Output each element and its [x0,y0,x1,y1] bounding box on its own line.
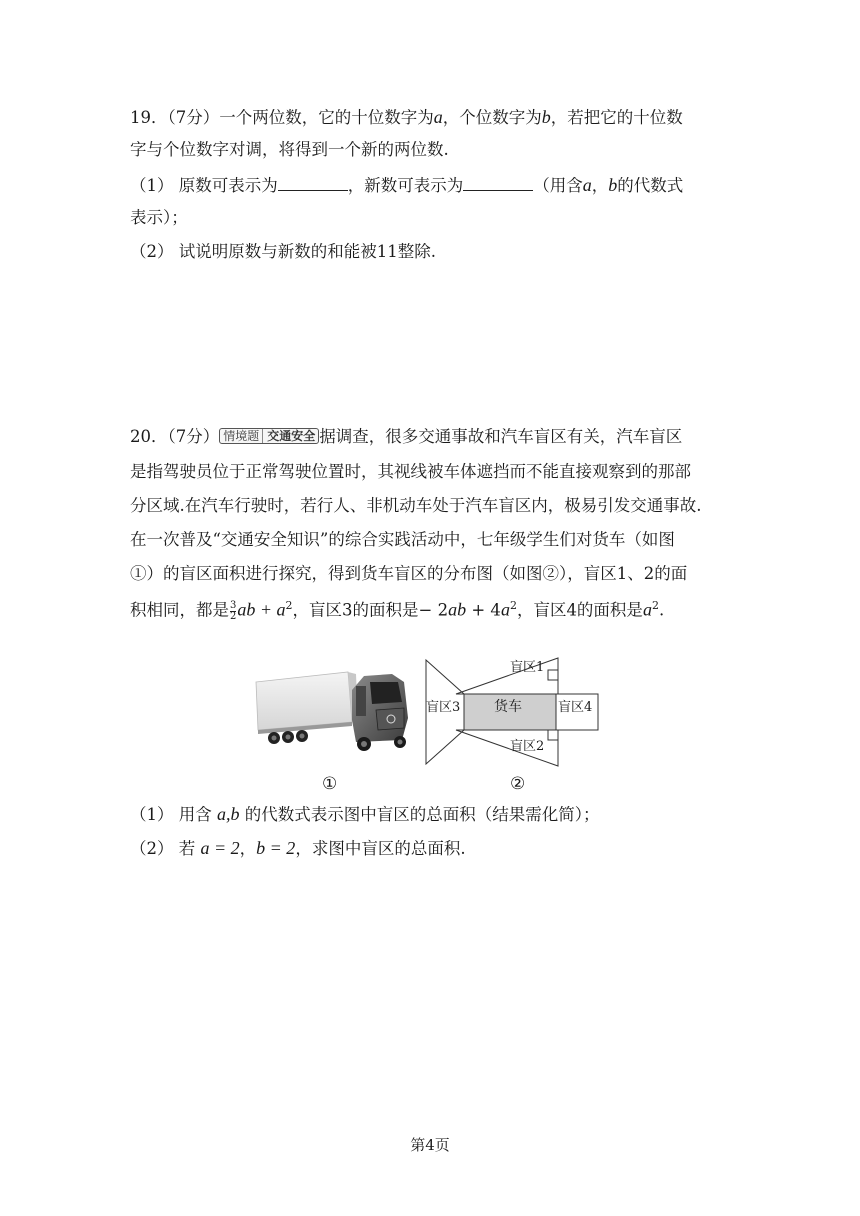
fraction-denominator: 2 [230,610,237,622]
q19-part1-text: （用含 [533,176,583,195]
q19-stem-text: ，个位数字为 [442,108,542,127]
math-expr: a [642,599,652,620]
exponent: 2 [509,599,517,612]
math-expr: + 4 [466,600,501,620]
q20-stem-text: ，盲区3的面积是− 2 [292,600,449,620]
answer-blank[interactable] [463,176,533,191]
truck-photo [252,660,414,760]
q20-stem-line2: 是指驾驶员位于正常驾驶位置时，其视线被车体遮挡而不能直接观察到的那部 [130,462,691,481]
q20-part2-text: ， [239,839,257,858]
zone-3-label: 盲区3 [426,700,461,715]
q20-stem-text: 据调查，很多交通事故和汽车盲区有关，汽车盲区 [319,427,683,446]
q20-part2 [130,839,466,858]
q19-part2 [130,244,436,261]
var-a: a [582,175,592,195]
q19-stem-line1 [130,108,683,127]
q20-stem-line4: 在一次普及“交通安全知识”的综合实践活动中，七年级学生们对货车（如图 [130,530,675,549]
math-expr: a,b [217,804,240,824]
q20-stem-text: . [658,600,665,620]
q20-stem-line6 [130,600,664,622]
math-expr: ab + a [237,599,286,620]
q20-stem-text: 积相同，都是 [130,600,229,620]
part-label: （2） [130,839,174,858]
q19-stem-text: ，若把它的十位数 [550,108,683,127]
answer-blank[interactable] [278,176,348,191]
var-a: a [433,107,443,127]
part-label: （2） [130,242,174,261]
figure-2-label: ② [510,774,526,794]
part-label: （1） [130,805,174,824]
q20-part1-text: 用含 [178,805,212,824]
q19-part1 [130,176,683,195]
q20-stem-text: ，盲区4的面积是 [516,600,643,620]
math-expr: a = 2 [200,838,240,858]
exponent: 2 [651,599,659,612]
q19-part1-text: ， [591,176,609,195]
q19-stem-text: 一个两位数，它的十位数字为 [219,108,434,127]
math-expr: ab [448,599,467,620]
zone-1-label: 盲区1 [510,660,545,675]
q20-stem-line3: 分区域.在汽车行驶时，若行人、非机动车处于汽车盲区内，极易引发交通事故. [130,496,702,515]
context-tag [219,428,319,444]
q19-part1-line2: 表示）； [130,208,188,227]
q19-part2-text: 试说明原数与新数的和能被11整除. [178,242,436,261]
q19-number: 19． [130,108,168,127]
q19-part1-text: 的代数式 [617,176,684,195]
q20-part1 [130,805,600,824]
q20-part2-text: ，求图中盲区的总面积. [295,839,466,858]
var-b: b [541,107,551,127]
q20-number: 20． [130,427,168,446]
math-expr: b = 2 [256,838,296,858]
tag-category: 情境题 [223,429,260,443]
q19-part1-text: 原数可表示为 [178,176,278,195]
q20-part1-text: 的代数式表示图中盲区的总面积（结果需化简）； [244,805,600,824]
fraction-numerator: 3 [230,599,237,611]
q19-score: （7分） [167,108,220,127]
truck-label: 货车 [494,699,522,715]
tag-topic: 交通安全 [262,429,315,443]
q19-part1-text: ，新数可表示为 [347,176,464,195]
q19-stem-line2: 字与个位数字对调，将得到一个新的两位数. [130,140,449,159]
zone-4-label: 盲区4 [558,700,593,715]
q20-score: （7分） [167,427,220,446]
zone-2-label: 盲区2 [510,739,545,754]
math-expr: a [500,599,510,620]
fraction [230,601,236,622]
var-b: b [608,175,618,195]
q20-part2-text: 若 [178,839,196,858]
part-label: （1） [130,176,174,195]
exponent: 2 [285,599,293,612]
figure-1-label: ① [322,774,338,794]
q20-stem-line5: ①）的盲区面积进行探究，得到货车盲区的分布图（如图②），盲区1、2的面 [130,564,688,583]
page-number: 第4页 [410,1136,450,1154]
q20-stem-line1 [130,428,682,446]
